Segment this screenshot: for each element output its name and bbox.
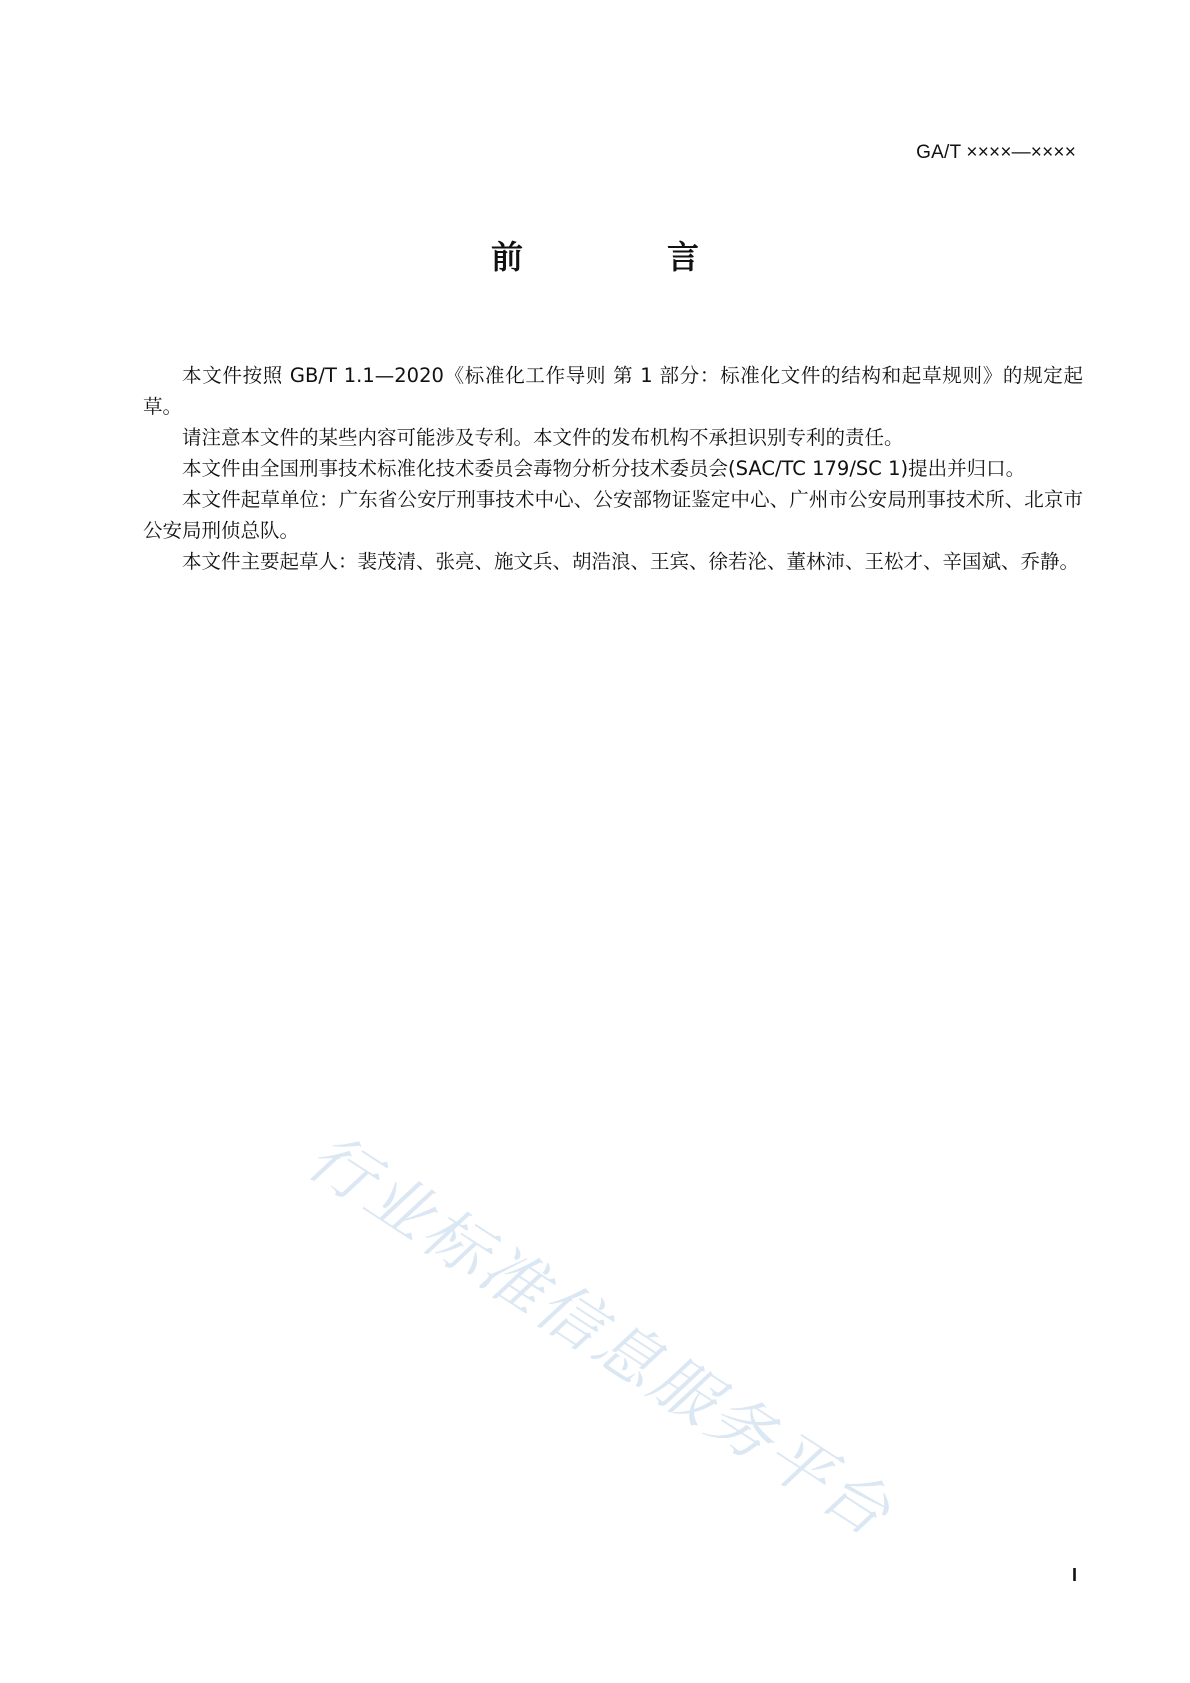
header-standard-code: GA/T ××××—×××× — [916, 142, 1076, 163]
paragraph-drafting-units: 本文件起草单位：广东省公安厅刑事技术中心、公安部物证鉴定中心、广州市公安局刑事技术所、北京市公安局刑侦总队。 — [143, 488, 1083, 542]
paragraph-drafting-rules: 本文件按照 GB/T 1.1—2020《标准化工作导则 第 1 部分：标准化文件的结构和起草规则》的规定起草。 — [143, 364, 1083, 418]
watermark: 行业标准信息服务平台 — [294, 1120, 906, 1553]
page-number: I — [1071, 1565, 1077, 1585]
preface-content — [143, 360, 1083, 577]
paragraph-committee: 本文件由全国刑事技术标准化技术委员会毒物分析分技术委员会(SAC/TC 179/SC 1)提出并归口。 — [182, 457, 1026, 480]
page-title: 前 言 — [490, 238, 755, 276]
paragraph-drafters: 本文件主要起草人：裴茂清、张亮、施文兵、胡浩浪、王宾、徐若沦、董林沛、王松才、辛国斌、乔静。 — [182, 550, 1080, 573]
paragraph-patent-notice: 请注意本文件的某些内容可能涉及专利。本文件的发布机构不承担识别专利的责任。 — [182, 426, 904, 449]
